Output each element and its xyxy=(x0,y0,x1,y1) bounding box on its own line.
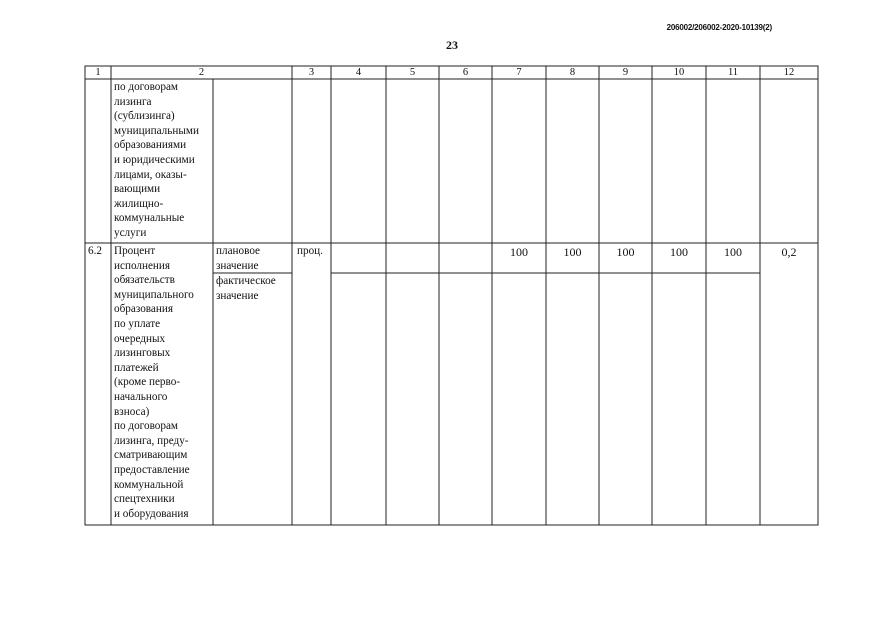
column-header-8: 8 xyxy=(569,67,576,78)
row-6-2-name: Процент исполнения обязательств муниципального образования по уплате очередных лизинговых платежей (кроме перво- начального взноса) по договорам лизинга, преду- сматривающим предоставление коммунальной спецтехники и оборудования xyxy=(114,245,194,520)
planned-value-col-11: 100 xyxy=(724,245,742,259)
planned-value-col-10: 100 xyxy=(670,245,688,259)
page-number: 23 xyxy=(446,38,458,52)
column-header-10: 10 xyxy=(673,67,685,78)
planned-value-col-8: 100 xyxy=(563,245,582,259)
column-header-12: 12 xyxy=(783,67,795,78)
column-header-1: 1 xyxy=(95,67,101,78)
column-header-2: 2 xyxy=(198,67,205,78)
column-header-3: 3 xyxy=(308,67,315,78)
column-header-11: 11 xyxy=(727,67,739,78)
column-header-7: 7 xyxy=(516,67,522,78)
continued-row-name: по договорам лизинга (сублизинга) муниципальными образованиями и юридическими лицами, оказы- вающими жилищно- коммунальные услуги xyxy=(114,81,199,239)
column-header-4: 4 xyxy=(355,67,362,78)
actual-value-label: фактическое значение xyxy=(216,275,276,302)
row-number: 6.2 xyxy=(88,245,102,257)
planned-value-col-7: 100 xyxy=(510,245,528,259)
column-header-5: 5 xyxy=(409,67,416,78)
column-header-6: 6 xyxy=(462,67,469,78)
weight-cell: 0,2 xyxy=(781,245,797,259)
planned-value-label: плановое значение xyxy=(216,245,261,272)
unit-cell: проц. xyxy=(297,245,323,257)
document-id: 206002/206002-2020-10139(2) xyxy=(666,23,772,32)
planned-value-col-9: 100 xyxy=(616,245,635,259)
column-header-9: 9 xyxy=(622,67,629,78)
